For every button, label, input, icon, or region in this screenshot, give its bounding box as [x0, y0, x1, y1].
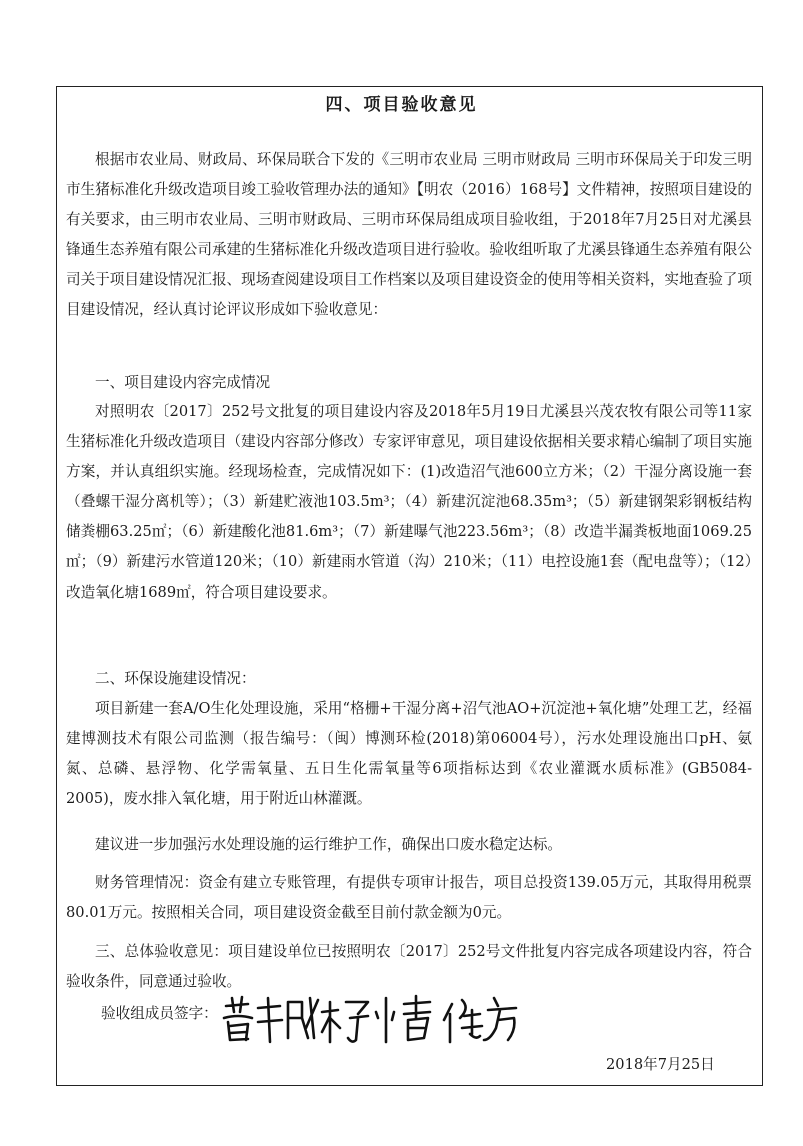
construction-paragraph: 对照明农〔2017〕252号文批复的项目建设内容及2018年5月19日尤溪县兴茂农牧有限公司等11家生猪标准化升级改造项目（建设内容部分修改）专家评审意见，项目建设依据相关要求精心编制了项目实施方案，并认真组织实施。经现场检查，完成情况如下：(1)改造沼气池600立方米；（2）干湿分离设施一套（叠螺干湿分离机等）；（3）新建贮液池103.5m³；（4）新建沉淀池68.35m³；（5）新建钢架彩钢板结构储粪棚63.25㎡；（6）新建酸化池81.6m³；（7）新建曝气池223.56m³；（8）改造半漏粪板地面1069.25㎡；（9）新建污水管道120米；（10）新建雨水管道（沟）210米；（11）电控设施1套（配电盘等）；（12）改造氧化塘1689㎡，符合项目建设要求。: [66, 403, 752, 601]
heading-environment: 二、环保设施建设情况：: [95, 670, 256, 687]
handwritten-signatures: [218, 988, 518, 1048]
intro-paragraph: 根据市农业局、财政局、环保局联合下发的《三明市农业局 三明市财政局 三明市环保局关于印发三明市生猪标准化升级改造项目竣工验收管理办法的通知》【明农（2016）168号】文件精神，按照项目建设的有关要求，由三明市农业局、三明市财政局、三明市环保局组成项目验收组，于2018年7月25日对尤溪县锋通生态养殖有限公司承建的生猪标准化升级改造项目进行验收。验收组听取了尤溪县锋通生态养殖有限公司关于项目建设情况汇报、现场查阅建设项目工作档案以及项目建设资金的使用等相关资料，实地查验了项目建设情况，经认真讨论评议形成如下验收意见：: [66, 151, 752, 319]
signature-label: 验收组成员签字：: [101, 1005, 218, 1022]
suggestion-paragraph: 建议进一步加强污水处理设施的运行维护工作，确保出口废水稳定达标。: [95, 836, 563, 853]
overall-paragraph: 三、总体验收意见：项目建设单位已按照明农〔2017〕252号文件批复内容完成各项建设内容，符合验收条件，同意通过验收。: [66, 943, 752, 991]
heading-construction: 一、项目建设内容完成情况: [95, 374, 271, 391]
section-title: 四、项目验收意见: [325, 95, 478, 115]
document-date: 2018年7月25日: [606, 1056, 715, 1073]
environment-paragraph: 项目新建一套A/O生化处理设施，采用“格栅+干湿分离+沼气池AO+沉淀池+氧化塘”处理工艺，经福建博测技术有限公司监测（报告编号：（闽）博测环检(2018)第06004号），污水处理设施出口pH、氨氮、总磷、悬浮物、化学需氧量、五日生化需氧量等6项指标达到《农业灌溉水质标准》(GB5084-2005)，废水排入氧化塘，用于附近山林灌溉。: [66, 700, 752, 808]
finance-paragraph: 财务管理情况：资金有建立专账管理，有提供专项审计报告，项目总投资139.05万元，其取得用税票80.01万元。按照相关合同，项目建设资金截至目前付款金额为0元。: [66, 874, 752, 922]
